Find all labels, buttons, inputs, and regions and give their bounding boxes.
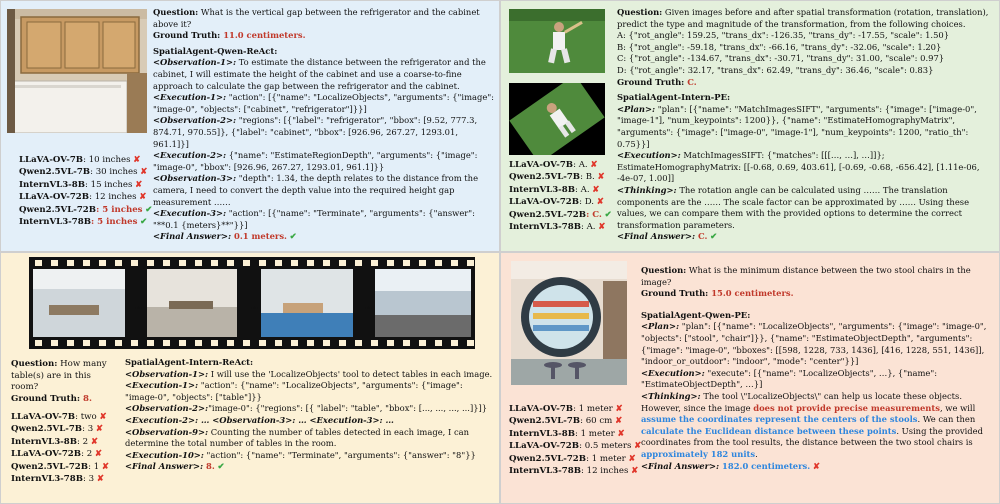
model-row: InternVL3-78B: 5 inches ✔ bbox=[19, 217, 148, 228]
model-answers bbox=[19, 154, 152, 228]
model-answers bbox=[11, 411, 109, 485]
panel-stool-distance bbox=[500, 252, 1000, 504]
model-row: InternVL3-8B: A. ✘ bbox=[509, 184, 600, 195]
model-row: InternVL3-78B: 3 ✘ bbox=[11, 474, 105, 485]
model-row: Qwen2.5VL-72B: 1 ✘ bbox=[11, 461, 110, 472]
model-row: Qwen2.5VL-7B: 30 inches ✘ bbox=[19, 167, 148, 178]
frame-gap-dots: … bbox=[249, 299, 260, 312]
baseball-photo-before bbox=[509, 9, 605, 73]
panel-table-count bbox=[0, 252, 500, 504]
model-row: InternVL3-8B: 2 ✘ bbox=[11, 436, 99, 447]
frame-gap-dots: … bbox=[133, 299, 144, 312]
question-text: Question: How many table(s) are in this room? Ground Truth: 8. bbox=[11, 359, 107, 404]
model-row: InternVL3-78B: 12 inches ✘ bbox=[509, 466, 639, 477]
frame-gap-dots: … bbox=[363, 299, 374, 312]
reasoning-text: Question: What is the vertical gap between the refrigerator and the cabinet above it? Ground Truth: 11.0 centimeters. SpatialAgent-Qwen-ReAct: <Observation-1>: To estimate the distance between the refrigerator and the cabinet, I will estimate the height of the cabinet and use a coarse-to-fine approach to calculate the gap between the refrigerator and the cabinet. <Execution-1>: "action": [{"name": "LocalizeObjects", "arguments": {"image": "image-0", "objects": ["cabinet", "refrigerator"]}}] <Observation-2>: "regions": [{"label": "refrigerator", "bbox": [9.52, 777.3, 874.71, 970.55]}, {"label": "cabinet", "bbox": [926.96, 267.27, 1293.01, 961.1]}] <Execution-2>: {"name": "EstimateRegionDepth", "arguments": {"image": "image-0", "bbox": [926.96, 267.27, 1293.01, 961.1]}} <Observation-3>: "depth": 1.34, the depth relates to the distance from the camera, I need to convert the depth value into the required height gap measurement …… <Execution-3>: "action": [{"name": "Terminate", "arguments": {"answer": "**0.1 {meters}**"}}] <Final Answer>: 0.1 meters. ✔ bbox=[153, 7, 495, 242]
model-row: Qwen2.5VL-72B: 1 meter ✘ bbox=[509, 453, 636, 464]
panel-transformation bbox=[500, 0, 1000, 252]
model-answers bbox=[509, 159, 612, 233]
model-row: LLaVA-OV-7B: 10 inches ✘ bbox=[19, 155, 141, 165]
library-photo bbox=[511, 261, 627, 385]
reasoning-text: Question: Given images before and after spatial transformation (rotation, translation), predict the type and magnitude of the transformation, from the following choices. A: {"rot_angle": 159.25, "trans_dx": -126.35, "trans_dy": -17.55, "scale": 1.50} B: {"rot_angle": -59.18, "trans_dx": -66.16, "trans_dy": -32.06, "scale": 1.20} C: {"rot_angle": -134.67, "trans_dx": -30.71, "trans_dy": 31.00, "scale": 0.97} D: {"rot_angle": 32.17, "trans_dx": 62.49, "trans_dy": 36.46, "scale": 0.83} Ground Truth: C. SpatialAgent-Intern-PE: <Plan>: "plan": [{"name": "MatchImagesSIFT", "arguments": {"image": ["image-0", "image-1"], "num_keypoints": 1200}}, {"name": "EstimateHomographyMatrix", "arguments": {"image": ["image-0", "image-1"], "num_keypoints": 1200, "ratio_th": 0.75}}] <Execution>: MatchImagesSIFT: {"matches": [[[…, …], …]]}; EstimateHomographyMatrix: [[-0.68, 0.69, 403.61], [-0.69, -0.68, -656.42], [1.11e-06, -4e-07, 1.00]] <Thinking>: The rotation angle can be calculated using …… The translation components are the …… The scale factor can be approximated by …… Using these values, we can compare them with the provided options to determine the correct transformation parameters. <Final Answer>: C. ✔ bbox=[617, 7, 989, 242]
model-row: Qwen2.5VL-7B: 3 ✘ bbox=[11, 424, 104, 435]
model-answers bbox=[509, 403, 641, 477]
model-row: InternVL3-78B: A. ✘ bbox=[509, 222, 606, 233]
panel-fridge-gap bbox=[0, 0, 500, 252]
reasoning-text: SpatialAgent-Intern-ReAct: <Observation-1>: I will use the 'LocalizeObjects' tool to detect tables in each image. <Execution-1>: "action": {"name": "LocalizeObjects", "arguments": {"image": "image-0", "objects": ["table"]}} <Observation-2>:"image-0": {"regions": [{ "label": "table", "bbox": [..., ..., ..., ...]}]} <Execution-2>: … <Observation-3>: … <Execution-3>: … <Observation-9>: Counting the number of tables detected in each image, I can determine the total number of tables in the room. <Execution-10>: "action": {"name": "Terminate", "arguments": {"answer": "8"}} <Final Answer>: 8. ✔ bbox=[125, 357, 493, 472]
model-row: InternVL3-8B: 15 inches ✘ bbox=[19, 179, 143, 190]
baseball-photo-after bbox=[509, 83, 605, 155]
kitchen-photo bbox=[7, 9, 147, 133]
model-row: LLaVA-OV-72B: 0.5 meters ✘ bbox=[509, 441, 642, 452]
model-row: InternVL3-8B: 1 meter ✘ bbox=[509, 428, 625, 439]
model-row: LLaVA-OV-7B: 1 meter ✘ bbox=[509, 404, 623, 414]
model-row: LLaVA-OV-72B: 2 ✘ bbox=[11, 449, 103, 460]
reasoning-text: Question: What is the minimum distance between the two stool chairs in the image? Ground Truth: 15.0 centimeters. SpatialAgent-Qwen-PE: <Plan>: "plan": [{"name": "LocalizeObjects", "arguments": {"image": "image-0", "objects": ["stool", "chair"]}}, {"name": "EstimateObjectDepth", "arguments": {"image": "image-0", "bboxes": [[598, 1228, 733, 1436], [416, 1228, 551, 1436]], "indoor_or_outdoor": "indoor", "mode": "center"}}] <Execution>: "execute": [{"name": "LocalizeObjects", …}, {"name": "EstimateObjectDepth", …}] <Thinking>: The tool \"LocalizeObjects\" can help us locate these objects. However, since the image does not provide precise measurements, we will assume the coordinates represent the centers of the stools. We can then calculate the Euclidean distance between these points. Using the provided coordinates from the tool results, the distance between the two stool chairs is approximately 182 units. <Final Answer>: 182.0 centimeters. ✘ bbox=[641, 265, 987, 471]
model-row: Qwen2.5VL-7B: 60 cm ✘ bbox=[509, 416, 623, 427]
model-row: Qwen2.5VL-72B: C. ✔ bbox=[509, 209, 612, 220]
model-row: LLaVA-OV-7B: A. ✘ bbox=[509, 160, 598, 170]
model-row: LLaVA-OV-7B: two ✘ bbox=[11, 412, 107, 422]
model-row: LLaVA-OV-72B: 12 inches ✘ bbox=[19, 192, 147, 203]
model-row: Qwen2.5VL-72B: 5 inches ✔ bbox=[19, 204, 153, 215]
model-row: LLaVA-OV-72B: D. ✘ bbox=[509, 197, 604, 208]
model-row: Qwen2.5VL-7B: B. ✘ bbox=[509, 172, 605, 183]
